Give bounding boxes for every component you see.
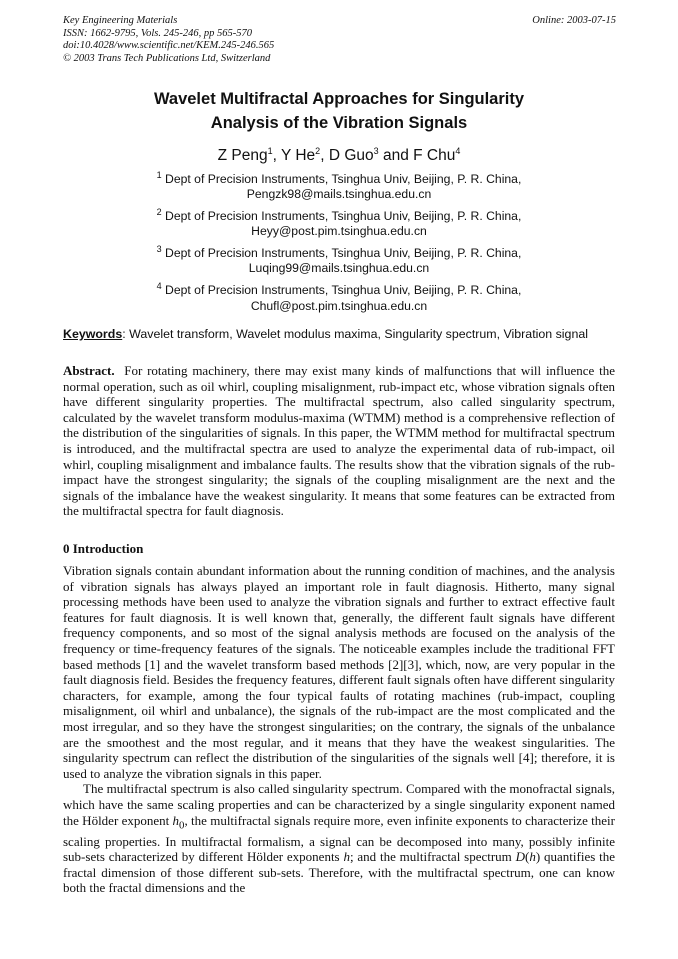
author-separator: , — [272, 147, 281, 164]
online-date: Online: 2003-07-15 — [532, 15, 616, 26]
keywords — [63, 326, 615, 342]
journal-header — [63, 15, 274, 65]
affiliation — [63, 283, 615, 314]
affiliation-email: Pengzk98@mails.tsinghua.edu.cn — [246, 187, 432, 202]
keywords-text: Wavelet transform, Wavelet modulus maxima, Singularity spectrum, Vibration signal — [129, 327, 588, 341]
affiliation-sup: 2 — [156, 207, 162, 218]
math-symbol: h — [172, 812, 180, 828]
math-symbol: h — [343, 849, 350, 865]
abstract-label: Abstract. — [63, 363, 115, 378]
author-name: Y He — [280, 147, 316, 164]
author-sup: 1 — [267, 145, 273, 156]
math-symbol: h — [529, 849, 536, 865]
author-list — [63, 146, 615, 166]
text-run: ) quantifies the fractal dimension of those different sub-sets. Therefore, with the multifractal spectrum, one can know both the fractal dimensions and the — [63, 849, 615, 896]
text-run: ; and the multifractal spectrum — [349, 849, 516, 865]
text-run: ( — [525, 849, 530, 865]
text-run: , the multifractal signals require more, even infinite exponents to characterize their scaling properties. In multifractal formalism, a signal can be decomposed into many, possibly infinite sub-sets characterized by different Hölder exponents — [63, 812, 615, 865]
keywords-colon: : — [122, 327, 126, 341]
author-sup: 3 — [373, 145, 379, 156]
math-symbol: D — [515, 849, 526, 865]
author-separator: , — [320, 147, 329, 164]
author-sup: 4 — [455, 145, 461, 156]
keywords-label: Keywords — [63, 327, 123, 341]
affiliation-sup: 1 — [156, 169, 162, 180]
affiliation-email: Luqing99@mails.tsinghua.edu.cn — [248, 261, 430, 276]
affiliation-sup: 3 — [156, 244, 162, 255]
doi-line: doi:10.4028/www.scientific.net/KEM.245-246.565 — [63, 40, 275, 51]
title-line-1: Wavelet Multifractal Approaches for Singularity — [153, 90, 525, 108]
author-name: D Guo — [328, 147, 374, 164]
issn-line: ISSN: 1662-9795, Vols. 245-246, pp 565-570 — [63, 27, 252, 39]
affiliation-sup: 4 — [156, 281, 162, 292]
abstract-text: For rotating machinery, there may exist many kinds of malfunctions that will influence the normal operation, such as oil whirl, coupling misalignment, rub-impact etc, whose vibration signals often have different singularity properties. The multifractal spectrum, also called singularity spectrum, calculated by the wavelet transform modulus-maxima (WTMM) method is a comprehensive reflection of the distribution of the singularities of signals. In this paper, the WTMM method for multifractal spectrum is introduced, and the multifractal spectra are used to analyze the experimental data of rub-impact, oil whirl, coupling misalignment and imbalance faults. The results show that the vibration signals of the rub-impact have the strongest singularity; the signals of the coupling misalignment are the next and the signals of the imbalance have the weakest singularity. It means that some features can be extracted from the multifractal spectra for fault diagnosis. — [63, 363, 615, 519]
paper-title — [63, 87, 615, 135]
affiliation-email: Heyy@post.pim.tsinghua.edu.cn — [251, 224, 427, 239]
introduction-body — [63, 563, 615, 896]
affiliation-dept: Dept of Precision Instruments, Tsinghua Univ, Beijing, P. R. China, — [165, 172, 522, 186]
author-sup: 2 — [315, 145, 321, 156]
affiliation-email: Chufl@post.pim.tsinghua.edu.cn — [250, 298, 428, 313]
affiliations — [63, 169, 615, 320]
affiliation — [63, 209, 615, 240]
affiliation-dept: Dept of Precision Instruments, Tsinghua Univ, Beijing, P. R. China, — [165, 246, 522, 261]
affiliation — [63, 246, 615, 277]
journal-name: Key Engineering Materials — [63, 15, 178, 26]
intro-paragraph-1: Vibration signals contain abundant information about the running condition of machines, and the analysis of vibration signals has always played an important role in fault diagnosis. Hitherto, many signal processing methods have been used to analyze the vibration signals and further to extract effective fault features for fault diagnosis. It is well known that, generally, the different fault signals have different frequency components, and so most of the signal analysis methods are focused on the analysis of the frequency or time-frequency features of the signals. The noticeable examples include the traditional FFT based methods [1] and the wavelet transform based methods [2][3], which, now, are very popular in the fault diagnosis field. Besides the frequency features, different fault signals often have different singularity characters, for example, among the four typical faults of rotating machines (rub-impact, coupling misalignment, oil whirl and unbalance), the signals of the rub-impact are the most complicated and the most irregular, and so they have the strongest singularities; on the contrary, the signals of the unbalance are the smoothest and the most regular, and it means that they have the weakest singularities. The singularity spectrum can reflect the distribution of the singularities of the signals well [4]; therefore, it is used to analyze the vibration signals in this paper. — [63, 563, 615, 781]
title-line-2: Analysis of the Vibration Signals — [210, 114, 468, 132]
author-separator: and — [378, 147, 414, 164]
math-subscript: 0 — [179, 819, 185, 832]
author-name: Z Peng — [217, 147, 268, 164]
affiliation — [63, 169, 615, 203]
affiliation-dept: Dept of Precision Instruments, Tsinghua Univ, Beijing, P. R. China, — [165, 283, 522, 298]
copyright-line: © 2003 Trans Tech Publications Ltd, Switzerland — [63, 52, 271, 64]
section-heading: 0 Introduction — [63, 541, 144, 556]
intro-paragraph-2 — [63, 781, 615, 896]
text-run: The multifractal spectrum is also called singularity spectrum. Compared with the monofractal signals, which have the same scaling properties and can be characterized by a single singularity exponent named the Hölder exponent — [63, 781, 615, 828]
author-name: F Chu — [413, 147, 456, 164]
abstract — [63, 363, 615, 519]
affiliation-dept: Dept of Precision Instruments, Tsinghua Univ, Beijing, P. R. China, — [165, 209, 522, 224]
